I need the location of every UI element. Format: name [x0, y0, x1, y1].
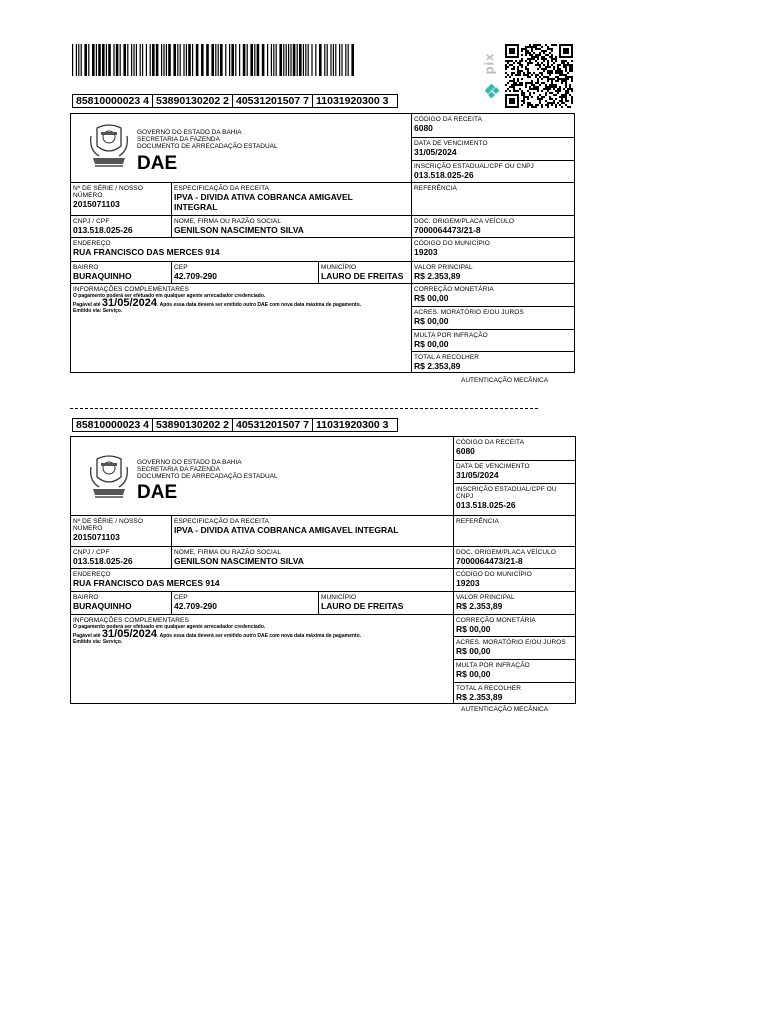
endereco-value: RUA FRANCISCO DAS MERCES 914	[73, 247, 220, 257]
nome-cell: NOME, FIRMA OU RAZÃO SOCIAL GENILSON NASCIMENTO SILVA	[171, 215, 411, 237]
multa-value: R$ 00,00	[414, 339, 449, 349]
digit-group: 40531201507 7	[233, 419, 313, 431]
gov-line: GOVERNO DO ESTADO DA BAHIA	[137, 459, 242, 466]
info-line: O pagamento poderá ser efetuado em qualquer agente arrecadador credenciado.	[73, 624, 266, 630]
bairro-cell: BAIRRO BURAQUINHO	[71, 591, 171, 614]
data-vencimento-cell: DATA DE VENCIMENTO 31/05/2024	[411, 137, 574, 160]
bairro-value: BURAQUINHO	[73, 601, 132, 611]
pagavel-date: 31/05/2024	[101, 297, 157, 309]
digit-group: 11031920300 3	[316, 419, 389, 431]
total-value: R$ 2.353,89	[456, 692, 503, 702]
doc-title: DAE	[137, 153, 178, 174]
digit-group: 53890130202 2	[153, 419, 233, 431]
valor-principal-value: R$ 2.353,89	[456, 601, 503, 611]
correcao-cell: CORREÇÃO MONETÁRIA R$ 00,00	[411, 283, 574, 306]
especificacao-value: IPVA - DIVIDA ATIVA COBRANCA AMIGAVEL INTEGRAL	[174, 192, 353, 212]
inscricao-value: 013.518.025-26	[414, 170, 474, 180]
bahia-coat-of-arms-icon	[89, 122, 129, 168]
autenticacao-label: AUTENTICAÇÃO MECÂNICA	[461, 706, 549, 713]
codigo-municipio-cell: CÓDIGO DO MUNICÍPIO 19203	[453, 568, 575, 591]
correcao-cell: CORREÇÃO MONETÁRIA R$ 00,00	[453, 614, 575, 636]
codigo-municipio-value: 19203	[456, 578, 480, 588]
endereco-value: RUA FRANCISCO DAS MERCES 914	[73, 578, 220, 588]
cep-cell: CEP 42.709-290	[171, 261, 318, 283]
endereco-cell: ENDEREÇO RUA FRANCISCO DAS MERCES 914	[71, 237, 411, 261]
especificacao-cell: ESPECIFICAÇÃO DA RECEITA IPVA - DIVIDA ATIVA COBRANCA AMIGAVEL INTEGRAL	[171, 515, 453, 546]
pagavel-label: Pagável até	[73, 302, 101, 308]
codigo-municipio-cell: CÓDIGO DO MUNICÍPIO 19203	[411, 237, 574, 261]
pagavel-label: Pagável até	[73, 633, 101, 639]
valor-principal-cell: VALOR PRINCIPAL R$ 2.353,89	[453, 591, 575, 614]
acres-cell: ACRES. MORATÓRIO E/OU JUROS R$ 00,00	[411, 306, 574, 329]
gov-line: SECRETARIA DA FAZENDA	[137, 466, 220, 473]
acres-value: R$ 00,00	[414, 316, 449, 326]
nome-value: GENILSON NASCIMENTO SILVA	[174, 225, 304, 235]
bairro-value: BURAQUINHO	[73, 271, 132, 281]
cnpj-value: 013.518.025-26	[73, 556, 133, 566]
pagavel-note: . Após essa data deverá ser emitido outro DAE com nova data máxima de pagamento.	[156, 302, 362, 308]
nome-cell: NOME, FIRMA OU RAZÃO SOCIAL GENILSON NASCIMENTO SILVA	[171, 546, 453, 568]
digit-group: 11031920300 3	[316, 95, 389, 107]
acres-value: R$ 00,00	[456, 646, 491, 656]
info-cell: INFORMAÇÕES COMPLEMENTARES O pagamento poderá ser efetuado em qualquer agente arrecadador credenciado. Pagável até 31/05/2024. Após essa data deverá ser emitido outro DAE com nova data máxima de pagamento. Emitido via: Serviço.	[71, 283, 411, 372]
doc-origem-cell: DOC. ORIGEM/PLACA VEÍCULO 7000064473/21-8	[453, 546, 575, 568]
digit-group: 85810000023 4	[73, 419, 153, 431]
cnpj-cell: CNPJ / CPF 013.518.025-26	[71, 215, 171, 237]
endereco-cell: ENDEREÇO RUA FRANCISCO DAS MERCES 914	[71, 568, 453, 591]
pagavel-note: . Após essa data deverá ser emitido outro DAE com nova data máxima de pagamento.	[156, 633, 362, 639]
digit-group: 85810000023 4	[73, 95, 153, 107]
barcode	[72, 44, 354, 76]
gov-line: DOCUMENTO DE ARRECADAÇÃO ESTADUAL	[137, 473, 278, 480]
multa-cell: MULTA POR INFRAÇÃO R$ 00,00	[453, 659, 575, 682]
codigo-receita-value: 6080	[456, 446, 475, 456]
serie-cell: Nº DE SÉRIE / NOSSO NÚMERO 2015071103	[71, 515, 171, 546]
pix-label-text: pix	[481, 52, 497, 75]
cep-cell: CEP 42.709-290	[171, 591, 318, 614]
especificacao-value: IPVA - DIVIDA ATIVA COBRANCA AMIGAVEL INTEGRAL	[174, 525, 399, 535]
serie-value: 2015071103	[73, 532, 120, 542]
municipio-cell: MUNICÍPIO LAURO DE FREITAS	[318, 261, 411, 283]
cep-value: 42.709-290	[174, 601, 218, 611]
doc-title: DAE	[137, 482, 178, 503]
emitido: Emitido via: Serviço.	[73, 639, 123, 645]
cnpj-value: 013.518.025-26	[73, 225, 133, 235]
multa-cell: MULTA POR INFRAÇÃO R$ 00,00	[411, 329, 574, 351]
pagavel-date: 31/05/2024	[101, 628, 157, 640]
digit-line	[72, 418, 398, 432]
pix-diamond-icon	[485, 84, 499, 98]
doc-origem-value: 7000064473/21-8	[414, 225, 481, 235]
gov-line: SECRETARIA DA FAZENDA	[137, 136, 220, 143]
dae-form	[70, 113, 575, 373]
codigo-municipio-value: 19203	[414, 247, 438, 257]
qr-code	[505, 44, 573, 108]
digit-group: 40531201507 7	[233, 95, 313, 107]
acres-cell: ACRES. MORATÓRIO E/OU JUROS R$ 00,00	[453, 636, 575, 659]
correcao-value: R$ 00,00	[456, 624, 491, 634]
valor-principal-cell: VALOR PRINCIPAL R$ 2.353,89	[411, 261, 574, 283]
inscricao-cell: INSCRIÇÃO ESTADUAL/CPF OU CNPJ 013.518.025-26	[453, 483, 575, 515]
serie-cell: Nº DE SÉRIE / NOSSO NÚMERO 2015071103	[71, 182, 171, 215]
inscricao-value: 013.518.025-26	[456, 500, 516, 510]
data-vencimento-cell: DATA DE VENCIMENTO 31/05/2024	[453, 460, 575, 483]
referencia-cell: REFERÊNCIA	[411, 182, 574, 215]
municipio-value: LAURO DE FREITAS	[321, 271, 404, 281]
cut-line	[70, 408, 538, 409]
pix-logo	[482, 50, 502, 86]
codigo-receita-cell: CÓDIGO DA RECEITA 6080	[453, 437, 575, 460]
digit-group: 53890130202 2	[153, 95, 233, 107]
form-header	[71, 437, 453, 515]
info-cell: INFORMAÇÕES COMPLEMENTARES O pagamento poderá ser efetuado em qualquer agente arrecadador credenciado. Pagável até 31/05/2024. Após essa data deverá ser emitido outro DAE com nova data máxima de pagamento. Emitido via: Serviço.	[71, 614, 453, 703]
nome-value: GENILSON NASCIMENTO SILVA	[174, 556, 304, 566]
inscricao-cell: INSCRIÇÃO ESTADUAL/CPF OU CNPJ 013.518.025-26	[411, 160, 574, 182]
info-line: O pagamento poderá ser efetuado em qualquer agente arrecadador credenciado.	[73, 293, 266, 299]
especificacao-cell: ESPECIFICAÇÃO DA RECEITA IPVA - DIVIDA ATIVA COBRANCA AMIGAVEL INTEGRAL	[171, 182, 411, 215]
emitido: Emitido via: Serviço.	[73, 308, 123, 314]
gov-line: DOCUMENTO DE ARRECADAÇÃO ESTADUAL	[137, 143, 278, 150]
form-header	[71, 114, 411, 182]
total-cell: TOTAL A RECOLHER R$ 2.353,89	[411, 351, 574, 372]
codigo-receita-cell: CÓDIGO DA RECEITA 6080	[411, 114, 574, 137]
multa-value: R$ 00,00	[456, 669, 491, 679]
correcao-value: R$ 00,00	[414, 293, 449, 303]
valor-principal-value: R$ 2.353,89	[414, 271, 461, 281]
total-value: R$ 2.353,89	[414, 361, 461, 371]
dae-form-copy	[70, 436, 576, 704]
data-vencimento-value: 31/05/2024	[456, 470, 499, 480]
gov-line: GOVERNO DO ESTADO DA BAHIA	[137, 129, 242, 136]
data-vencimento-value: 31/05/2024	[414, 147, 457, 157]
doc-origem-cell: DOC. ORIGEM/PLACA VEÍCULO 7000064473/21-8	[411, 215, 574, 237]
municipio-value: LAURO DE FREITAS	[321, 601, 404, 611]
bahia-coat-of-arms-icon	[89, 453, 129, 499]
bairro-cell: BAIRRO BURAQUINHO	[71, 261, 171, 283]
cep-value: 42.709-290	[174, 271, 218, 281]
codigo-receita-value: 6080	[414, 123, 433, 133]
referencia-cell: REFERÊNCIA	[453, 515, 575, 546]
autenticacao-label: AUTENTICAÇÃO MECÂNICA	[461, 377, 549, 384]
municipio-cell: MUNICÍPIO LAURO DE FREITAS	[318, 591, 453, 614]
doc-origem-value: 7000064473/21-8	[456, 556, 523, 566]
digit-line	[72, 94, 398, 108]
serie-value: 2015071103	[73, 199, 120, 209]
total-cell: TOTAL A RECOLHER R$ 2.353,89	[453, 682, 575, 703]
cnpj-cell: CNPJ / CPF 013.518.025-26	[71, 546, 171, 568]
